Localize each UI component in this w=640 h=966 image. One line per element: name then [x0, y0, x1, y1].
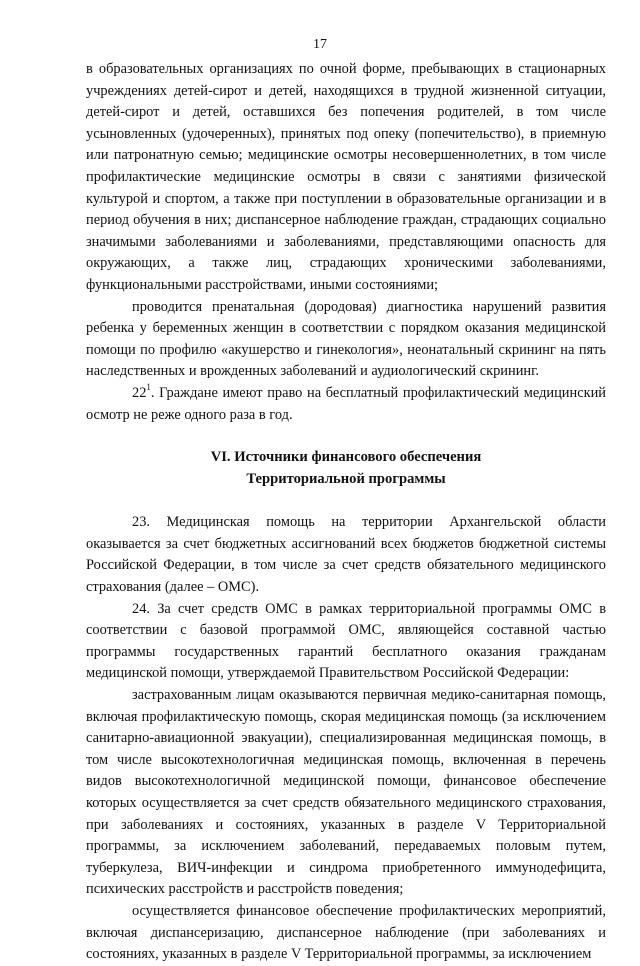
paragraph-preventive-financing: осуществляется финансовое обеспечение профилактических мероприятий, включая диспансеризацию, диспансерное наблюдение (при заболеваниях и состояниях, указанных в разделе V Территориальной программы, за исключением	[86, 902, 606, 963]
paragraph-prenatal-diagnostics: проводится пренатальная (дородовая) диагностика нарушений развития ребенка у беременных женщин в соответствии с порядком оказания медицинской помощи по профилю «акушерство и гинекология», неонатальный скрининг на пять наследственных и врожденных заболеваний и аудиологический скрининг.	[86, 298, 606, 380]
paragraph-continued: в образовательных организациях по очной форме, пребывающих в стационарных учреждениях детей-сирот и детей, находящихся в трудной жизненной ситуации, детей-сирот и детей, оставшихся без попечения родителей, в том числе усыновленных (удочеренных), принятых под опеку (попечительство), в приемную или патронатную семью; медицинские осмотры несовершеннолетних, в том числе профилактические медицинские осмотры в связи с занятиями физической культурой и спортом, а также при поступлении в образовательные организации и в период обучения в них; диспансерное наблюдение граждан, страдающих социально значимыми заболеваниями и заболеваниями, представляющими опасность для окружающих, а также лиц, страдающих хроническими заболеваниями, функциональными расстройствами, иными состояниями;	[86, 61, 606, 293]
clause-22-1	[86, 383, 606, 426]
clause-text: . Граждане имеют право на бесплатный профилактический медицинский осмотр не реже одного раза в год.	[86, 384, 606, 423]
clause-superscript: 1	[146, 382, 151, 393]
section-heading	[86, 447, 606, 490]
section-heading-line-2: Территориальной программы	[246, 470, 446, 487]
document-body	[86, 59, 606, 966]
paragraph-insured-persons: застрахованным лицам оказываются первичная медико-санитарная помощь, включая профилактическую помощь, скорая медицинская помощь (за исключением санитарно-авиационной эвакуации), специализированная медицинская помощь, в том числе высокотехнологичная медицинская помощь, включенная в перечень видов высокотехнологичной медицинской помощи, финансовое обеспечение которых осуществляется за счет средств обязательного медицинского страхования, при заболеваниях и состояниях, указанных в разделе V Территориальной программы, за исключением заболеваний, передаваемых половым путем, туберкулеза, ВИЧ-инфекции и синдрома приобретенного иммунодефицита, психических расстройств и расстройств поведения;	[86, 687, 606, 898]
clause-24: 24. За счет средств ОМС в рамках территориальной программы ОМС в соответствии с базовой программой ОМС, являющейся составной частью программы государственных гарантий бесплатного оказания гражданам медицинской помощи, утверждаемой Правительством Российской Федерации:	[86, 600, 606, 682]
section-heading-line-1: VI. Источники финансового обеспечения	[210, 449, 482, 466]
clause-23: 23. Медицинская помощь на территории Архангельской области оказывается за счет бюджетных ассигнований всех бюджетов бюджетной системы Российской Федерации, в том числе за счет средств обязательного медицинского страхования (далее – ОМС).	[86, 514, 606, 596]
page-number: 17	[313, 37, 327, 52]
clause-number: 22	[132, 384, 147, 401]
